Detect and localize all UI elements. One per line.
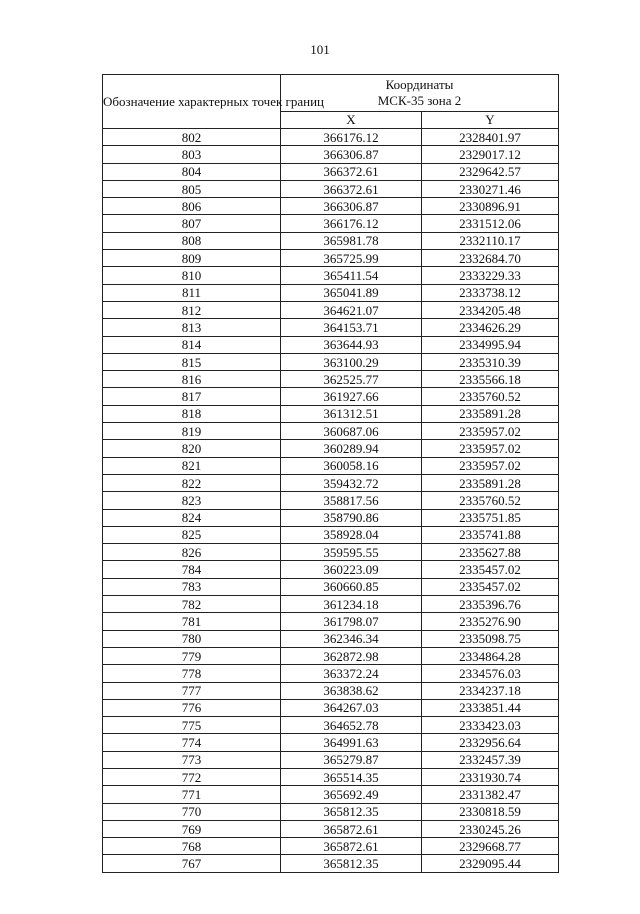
table-row (103, 768, 559, 785)
x-coordinate-cell: 359595.55 (281, 544, 422, 561)
y-coordinate-cell: 2330245.26 (422, 820, 559, 837)
x-coordinate-cell: 361234.18 (281, 596, 422, 613)
x-coordinate-cell: 363372.24 (281, 665, 422, 682)
y-coordinate-cell: 2329017.12 (422, 146, 559, 163)
y-coordinate-cell: 2333423.03 (422, 717, 559, 734)
x-coordinate-cell: 366306.87 (281, 146, 422, 163)
table-row (103, 734, 559, 751)
point-id-cell: 780 (103, 630, 281, 647)
table-row (103, 682, 559, 699)
table-row (103, 647, 559, 664)
x-coordinate-cell: 364652.78 (281, 717, 422, 734)
point-id-cell: 812 (103, 301, 281, 318)
y-coordinate-cell: 2334995.94 (422, 336, 559, 353)
point-id-cell: 779 (103, 647, 281, 664)
point-id-cell: 802 (103, 129, 281, 146)
table-row (103, 509, 559, 526)
point-id-cell: 784 (103, 561, 281, 578)
x-coordinate-cell: 364991.63 (281, 734, 422, 751)
table-row (103, 440, 559, 457)
y-coordinate-cell: 2335751.85 (422, 509, 559, 526)
point-id-cell: 772 (103, 768, 281, 785)
y-coordinate-cell: 2335891.28 (422, 405, 559, 422)
y-coordinate-cell: 2330896.91 (422, 198, 559, 215)
y-coordinate-cell: 2332457.39 (422, 751, 559, 768)
point-id-cell: 816 (103, 371, 281, 388)
table-row (103, 267, 559, 284)
table-row (103, 198, 559, 215)
y-coordinate-cell: 2335098.75 (422, 630, 559, 647)
table-row (103, 526, 559, 543)
y-coordinate-cell: 2334864.28 (422, 647, 559, 664)
table-row (103, 751, 559, 768)
point-id-cell: 769 (103, 820, 281, 837)
point-id-cell: 823 (103, 492, 281, 509)
table-row (103, 544, 559, 561)
table-row (103, 388, 559, 405)
table-row (103, 630, 559, 647)
table-row (103, 561, 559, 578)
table-row (103, 423, 559, 440)
x-coordinate-cell: 365692.49 (281, 786, 422, 803)
point-id-cell: 810 (103, 267, 281, 284)
x-coordinate-cell: 362525.77 (281, 371, 422, 388)
point-id-cell: 821 (103, 457, 281, 474)
point-id-cell: 777 (103, 682, 281, 699)
y-column-header: Y (422, 112, 559, 129)
table-row (103, 474, 559, 491)
x-coordinate-cell: 364267.03 (281, 699, 422, 716)
x-coordinate-cell: 362872.98 (281, 647, 422, 664)
point-id-cell: 773 (103, 751, 281, 768)
x-coordinate-cell: 365279.87 (281, 751, 422, 768)
point-id-cell: 809 (103, 250, 281, 267)
point-id-cell: 808 (103, 232, 281, 249)
y-coordinate-cell: 2332110.17 (422, 232, 559, 249)
table-row (103, 855, 559, 872)
x-coordinate-cell: 361798.07 (281, 613, 422, 630)
y-coordinate-cell: 2330271.46 (422, 180, 559, 197)
table-row (103, 699, 559, 716)
x-coordinate-cell: 358790.86 (281, 509, 422, 526)
point-designation-header: Обозначение характерных точек границ (103, 75, 281, 129)
table-row (103, 665, 559, 682)
table-body (103, 129, 559, 873)
y-coordinate-cell: 2334576.03 (422, 665, 559, 682)
table-row (103, 786, 559, 803)
x-coordinate-cell: 366306.87 (281, 198, 422, 215)
x-coordinate-cell: 363838.62 (281, 682, 422, 699)
point-id-cell: 814 (103, 336, 281, 353)
x-coordinate-cell: 360289.94 (281, 440, 422, 457)
coordinates-table (102, 74, 559, 873)
x-coordinate-cell: 365514.35 (281, 768, 422, 785)
point-id-cell: 819 (103, 423, 281, 440)
table-row (103, 336, 559, 353)
y-coordinate-cell: 2335310.39 (422, 353, 559, 370)
y-coordinate-cell: 2331930.74 (422, 768, 559, 785)
y-coordinate-cell: 2333229.33 (422, 267, 559, 284)
x-coordinate-cell: 360660.85 (281, 578, 422, 595)
point-id-cell: 811 (103, 284, 281, 301)
table-row (103, 319, 559, 336)
point-id-cell: 783 (103, 578, 281, 595)
y-coordinate-cell: 2334626.29 (422, 319, 559, 336)
x-coordinate-cell: 365981.78 (281, 232, 422, 249)
y-coordinate-cell: 2329095.44 (422, 855, 559, 872)
table-row (103, 838, 559, 855)
y-coordinate-cell: 2332956.64 (422, 734, 559, 751)
y-coordinate-cell: 2334205.48 (422, 301, 559, 318)
table-row (103, 371, 559, 388)
point-id-cell: 826 (103, 544, 281, 561)
point-id-cell: 778 (103, 665, 281, 682)
x-coordinate-cell: 365812.35 (281, 803, 422, 820)
table-row (103, 405, 559, 422)
page-number: 101 (310, 42, 330, 57)
point-id-cell: 771 (103, 786, 281, 803)
table-row (103, 457, 559, 474)
point-id-cell: 820 (103, 440, 281, 457)
x-coordinate-cell: 358817.56 (281, 492, 422, 509)
table-header (103, 75, 559, 129)
point-id-cell: 807 (103, 215, 281, 232)
x-coordinate-cell: 366176.12 (281, 215, 422, 232)
point-id-cell: 803 (103, 146, 281, 163)
x-coordinate-cell: 362346.34 (281, 630, 422, 647)
point-id-cell: 781 (103, 613, 281, 630)
x-coordinate-cell: 365411.54 (281, 267, 422, 284)
point-id-cell: 822 (103, 474, 281, 491)
point-id-cell: 806 (103, 198, 281, 215)
table-row (103, 717, 559, 734)
y-coordinate-cell: 2333738.12 (422, 284, 559, 301)
x-coordinate-cell: 365041.89 (281, 284, 422, 301)
table-row (103, 284, 559, 301)
y-coordinate-cell: 2335457.02 (422, 561, 559, 578)
table-row (103, 232, 559, 249)
y-coordinate-cell: 2334237.18 (422, 682, 559, 699)
x-coordinate-cell: 361312.51 (281, 405, 422, 422)
x-coordinate-cell: 365872.61 (281, 838, 422, 855)
x-coordinate-cell: 366176.12 (281, 129, 422, 146)
y-coordinate-cell: 2329642.57 (422, 163, 559, 180)
point-id-cell: 770 (103, 803, 281, 820)
y-coordinate-cell: 2335957.02 (422, 423, 559, 440)
table-row (103, 803, 559, 820)
point-id-cell: 776 (103, 699, 281, 716)
coordinate-system-label: МСК-35 зона 2 (377, 93, 462, 108)
x-coordinate-cell: 364621.07 (281, 301, 422, 318)
table-row (103, 146, 559, 163)
x-coordinate-cell: 360058.16 (281, 457, 422, 474)
x-coordinate-cell: 358928.04 (281, 526, 422, 543)
table-row (103, 613, 559, 630)
table-row (103, 180, 559, 197)
x-coordinate-cell: 365812.35 (281, 855, 422, 872)
y-coordinate-cell: 2335760.52 (422, 388, 559, 405)
table-row (103, 578, 559, 595)
y-coordinate-cell: 2335566.18 (422, 371, 559, 388)
y-coordinate-cell: 2335957.02 (422, 440, 559, 457)
point-id-cell: 804 (103, 163, 281, 180)
table-row (103, 492, 559, 509)
x-coordinate-cell: 363644.93 (281, 336, 422, 353)
y-coordinate-cell: 2335396.76 (422, 596, 559, 613)
point-id-cell: 815 (103, 353, 281, 370)
point-id-cell: 824 (103, 509, 281, 526)
table-row (103, 250, 559, 267)
point-id-cell: 768 (103, 838, 281, 855)
point-id-cell: 817 (103, 388, 281, 405)
y-coordinate-cell: 2335760.52 (422, 492, 559, 509)
y-coordinate-cell: 2328401.97 (422, 129, 559, 146)
table-row (103, 596, 559, 613)
table-row (103, 353, 559, 370)
y-coordinate-cell: 2329668.77 (422, 838, 559, 855)
y-coordinate-cell: 2335891.28 (422, 474, 559, 491)
table-row (103, 215, 559, 232)
table-row (103, 163, 559, 180)
table-row (103, 820, 559, 837)
point-id-cell: 782 (103, 596, 281, 613)
x-coordinate-cell: 365725.99 (281, 250, 422, 267)
y-coordinate-cell: 2335741.88 (422, 526, 559, 543)
x-coordinate-cell: 361927.66 (281, 388, 422, 405)
x-coordinate-cell: 360223.09 (281, 561, 422, 578)
point-id-cell: 818 (103, 405, 281, 422)
coordinates-title: Координаты (385, 77, 454, 92)
y-coordinate-cell: 2331382.47 (422, 786, 559, 803)
table-row (103, 301, 559, 318)
point-id-cell: 767 (103, 855, 281, 872)
x-coordinate-cell: 365872.61 (281, 820, 422, 837)
x-coordinate-cell: 360687.06 (281, 423, 422, 440)
x-column-header: X (281, 112, 422, 129)
y-coordinate-cell: 2331512.06 (422, 215, 559, 232)
y-coordinate-cell: 2332684.70 (422, 250, 559, 267)
x-coordinate-cell: 366372.61 (281, 163, 422, 180)
point-id-cell: 813 (103, 319, 281, 336)
y-coordinate-cell: 2330818.59 (422, 803, 559, 820)
x-coordinate-cell: 364153.71 (281, 319, 422, 336)
x-coordinate-cell: 363100.29 (281, 353, 422, 370)
y-coordinate-cell: 2333851.44 (422, 699, 559, 716)
y-coordinate-cell: 2335957.02 (422, 457, 559, 474)
point-id-cell: 774 (103, 734, 281, 751)
x-coordinate-cell: 366372.61 (281, 180, 422, 197)
y-coordinate-cell: 2335276.90 (422, 613, 559, 630)
x-coordinate-cell: 359432.72 (281, 474, 422, 491)
y-coordinate-cell: 2335627.88 (422, 544, 559, 561)
y-coordinate-cell: 2335457.02 (422, 578, 559, 595)
point-id-cell: 775 (103, 717, 281, 734)
point-id-cell: 805 (103, 180, 281, 197)
table-row (103, 129, 559, 146)
point-id-cell: 825 (103, 526, 281, 543)
